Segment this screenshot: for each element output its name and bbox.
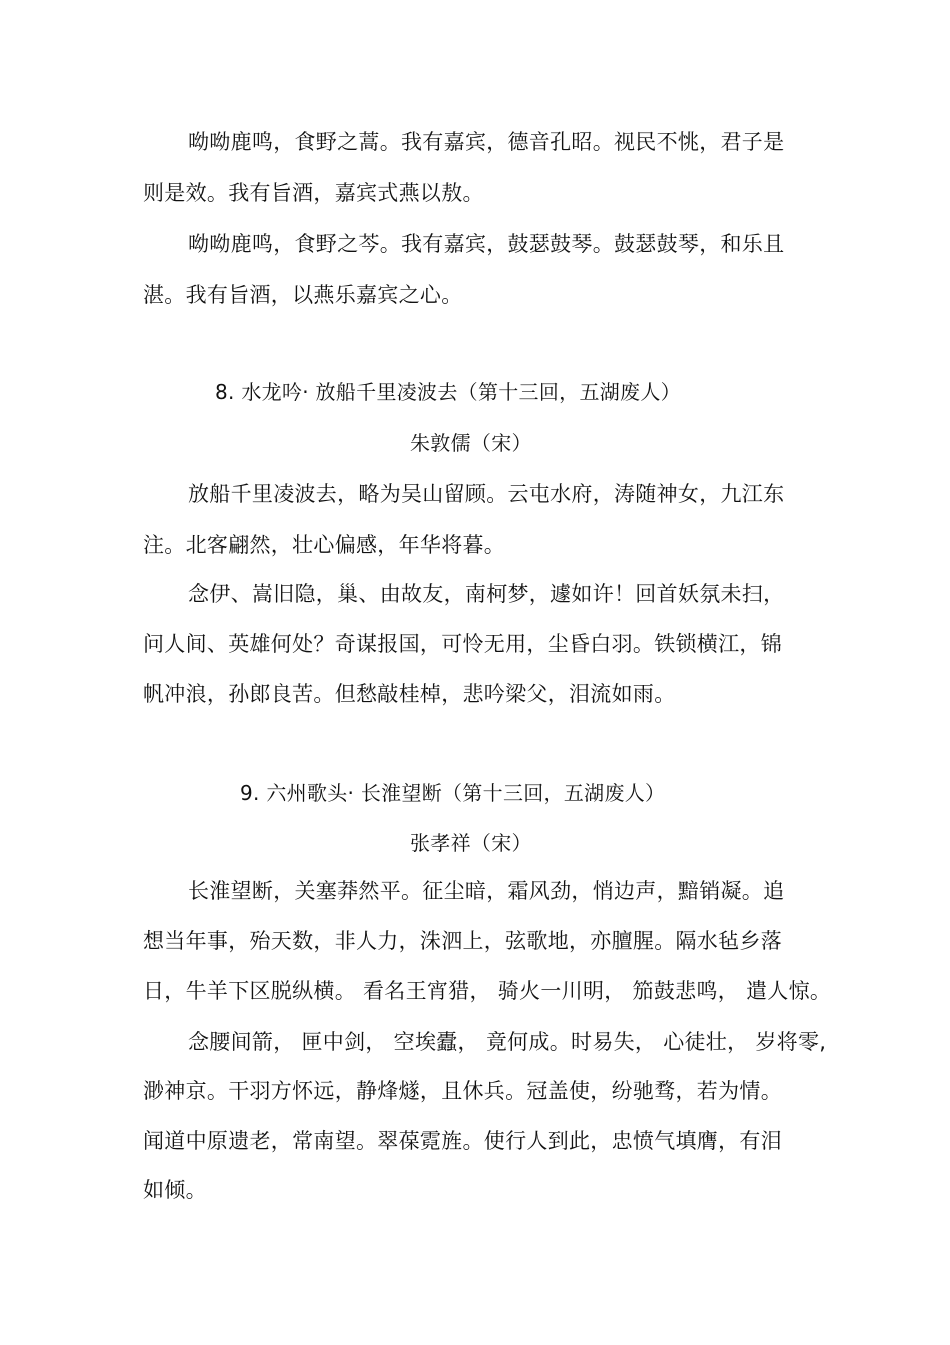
poem8-title: 8. 水龙吟· 放船千里凌波去（第十三回，五湖废人） xyxy=(215,380,681,404)
poem8-line-1: 放船千里凌波去，略为吴山留顾。云屯水府，涛随神女，九江东 xyxy=(188,482,785,506)
poem9-line-3: 日，牛羊下区脱纵横。 看名王宵猎， 骑火一川明， 笳鼓悲鸣， 遣人惊。 xyxy=(143,979,832,1003)
poem9-line-6: 闻道中原遗老，常南望。翠葆霓旌。使行人到此，忠愤气填膺，有泪 xyxy=(143,1129,782,1153)
poem9-line-7: 如倾。 xyxy=(143,1178,207,1202)
poem7-line-3: 呦呦鹿鸣，食野之芩。我有嘉宾，鼓瑟鼓琴。鼓瑟鼓琴，和乐且 xyxy=(188,232,785,256)
poem7-line-1: 呦呦鹿鸣，食野之蒿。我有嘉宾，德音孔昭。视民不恌，君子是 xyxy=(188,130,785,154)
poem9-title: 9. 六州歌头· 长淮望断（第十三回，五湖废人） xyxy=(240,781,666,805)
poem8-line-5: 帆冲浪，孙郎良苦。但愁敲桂棹，悲吟梁父，泪流如雨。 xyxy=(143,682,676,706)
poem9-author: 张孝祥（宋） xyxy=(410,831,532,855)
poem9-line-4: 念腰间箭， 匣中剑， 空埃蠹， 竟何成。时易失， 心徒壮， 岁将零, xyxy=(188,1030,827,1054)
poem7-line-4: 湛。我有旨酒，以燕乐嘉宾之心。 xyxy=(143,283,463,307)
poem8-line-4: 问人间、英雄何处？奇谋报国，可怜无用，尘昏白羽。铁锁横江，锦 xyxy=(143,632,782,656)
poem9-line-1: 长淮望断，关塞莽然平。征尘暗，霜风劲，悄边声，黯销凝。追 xyxy=(188,879,785,903)
poem8-line-3: 念伊、嵩旧隐，巢、由故友，南柯梦，遽如许！回首妖氛未扫， xyxy=(188,582,785,606)
poem8-author: 朱敦儒（宋） xyxy=(410,431,532,455)
poem9-line-2: 想当年事，殆天数，非人力，洙泗上，弦歌地，亦膻腥。隔水毡乡落 xyxy=(143,929,782,953)
poem7-line-2: 则是效。我有旨酒，嘉宾式燕以敖。 xyxy=(143,181,484,205)
poem8-line-2: 注。北客翩然，壮心偏感，年华将暮。 xyxy=(143,533,506,557)
poem9-line-5: 渺神京。干羽方怀远，静烽燧，且休兵。冠盖使，纷驰骛，若为情。 xyxy=(143,1079,782,1103)
